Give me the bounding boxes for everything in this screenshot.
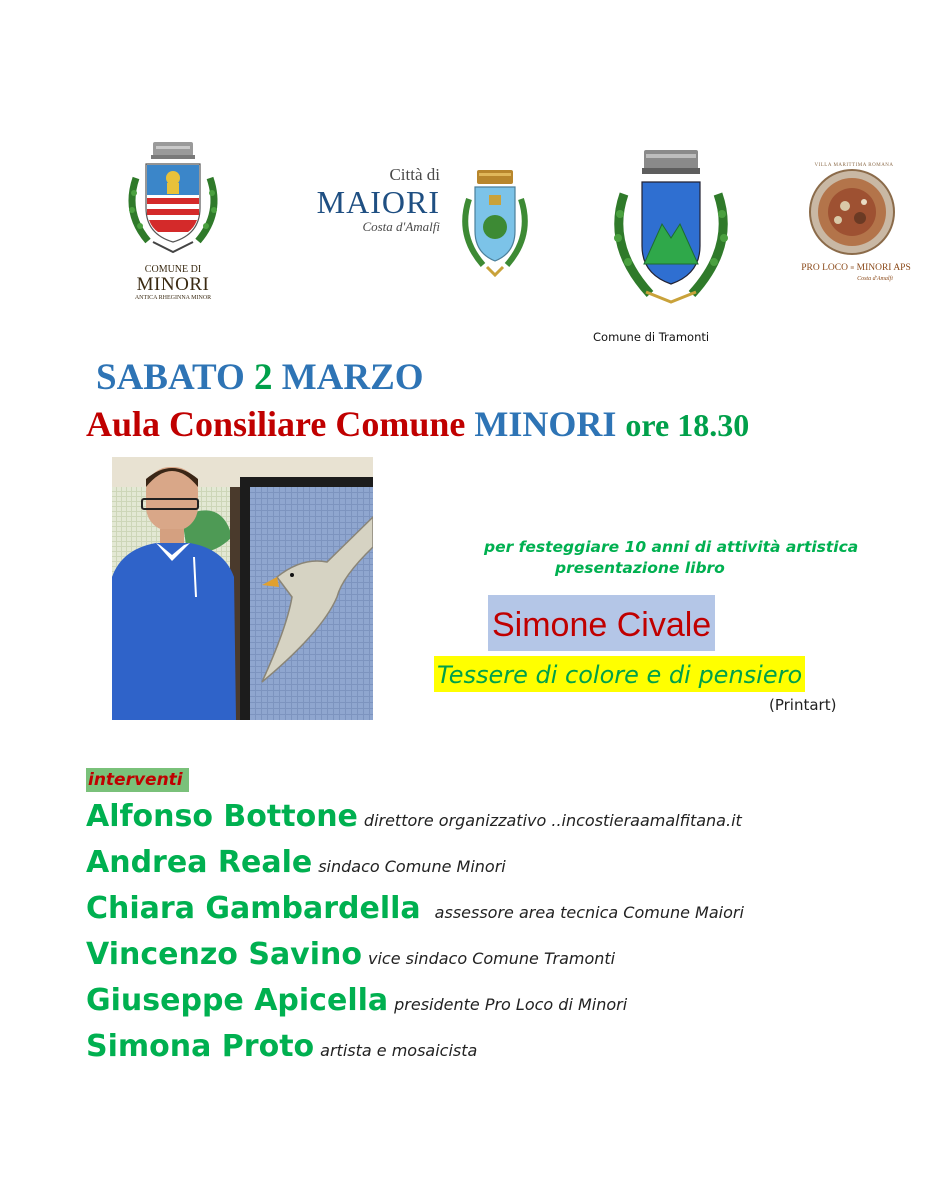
artist-photo (112, 457, 373, 720)
speaker-role: presidente Pro Loco di Minori (394, 995, 628, 1014)
speaker-name: Giuseppe Apicella (86, 983, 389, 1018)
tramonti-caption: Comune di Tramonti (593, 330, 710, 344)
proloco-line2: MINORI APS (856, 263, 911, 273)
proloco-mosaic-medallion-icon (802, 160, 902, 260)
maiori-line3: Costa d'Amalfi (362, 219, 440, 234)
speaker-name: Simona Proto (86, 1029, 315, 1064)
proloco-arc-text: VILLA MARITTIMA ROMANA (814, 163, 894, 168)
maiori-line2: MAIORI (316, 184, 440, 220)
book-title: Tessere di colore e di pensiero (434, 656, 805, 692)
speaker-row (86, 1029, 477, 1064)
speaker-role: sindaco Comune Minori (318, 857, 506, 876)
proloco-line1: PRO LOCO (801, 263, 848, 273)
speaker-role: vice sindaco Comune Tramonti (368, 949, 616, 968)
speaker-row (86, 983, 627, 1018)
speaker-name: Alfonso Bottone (86, 799, 358, 834)
speaker-row (86, 799, 742, 834)
minori-coat-of-arms-icon (118, 138, 228, 258)
event-month: MARZO (281, 357, 424, 398)
event-day: SABATO (96, 357, 245, 398)
venue-prefix: Aula Consiliare Comune (86, 404, 466, 444)
speaker-role: direttore organizzativo ..incostieraamalfitana.it (363, 811, 742, 830)
event-day-number: 2 (254, 357, 273, 398)
speaker-name: Vincenzo Savino (86, 937, 362, 972)
proloco-line3: Costa d'Amalfi (857, 276, 893, 282)
speaker-row (86, 845, 506, 880)
event-date (96, 356, 424, 399)
publisher: (Printart) (769, 696, 837, 714)
speaker-row (86, 937, 615, 972)
venue-time: ore 18.30 (625, 407, 750, 443)
minori-line1: COMUNE DI (144, 264, 202, 275)
maiori-coat-of-arms-icon (455, 165, 535, 283)
presentation-text: presentazione libro (555, 559, 725, 577)
speaker-row (86, 891, 744, 926)
author-name: Simone Civale (488, 595, 715, 651)
maiori-logo (305, 165, 545, 285)
speaker-role: assessore area tecnica Comune Maiori (434, 903, 744, 922)
speaker-role: artista e mosaicista (320, 1041, 478, 1060)
celebration-text: per festeggiare 10 anni di attività artistica (484, 538, 859, 556)
event-venue (86, 403, 749, 445)
minori-logo (118, 138, 228, 306)
minori-line3: ANTICA RHEGINNA MINOR (134, 295, 212, 301)
tramonti-logo (606, 146, 736, 311)
venue-town: MINORI (474, 404, 617, 444)
maiori-line1: Città di (389, 165, 440, 184)
speaker-name: Chiara Gambardella (86, 891, 421, 926)
speakers-heading: interventi (86, 768, 189, 792)
proloco-logo: VILLA MARITTIMA ROMANA PRO LOCO ≡ MINORI APS Costa d'Amalfi (800, 160, 910, 290)
minori-line2: MINORI (136, 274, 210, 295)
speaker-name: Andrea Reale (86, 845, 313, 880)
tramonti-coat-of-arms-icon (606, 146, 736, 308)
